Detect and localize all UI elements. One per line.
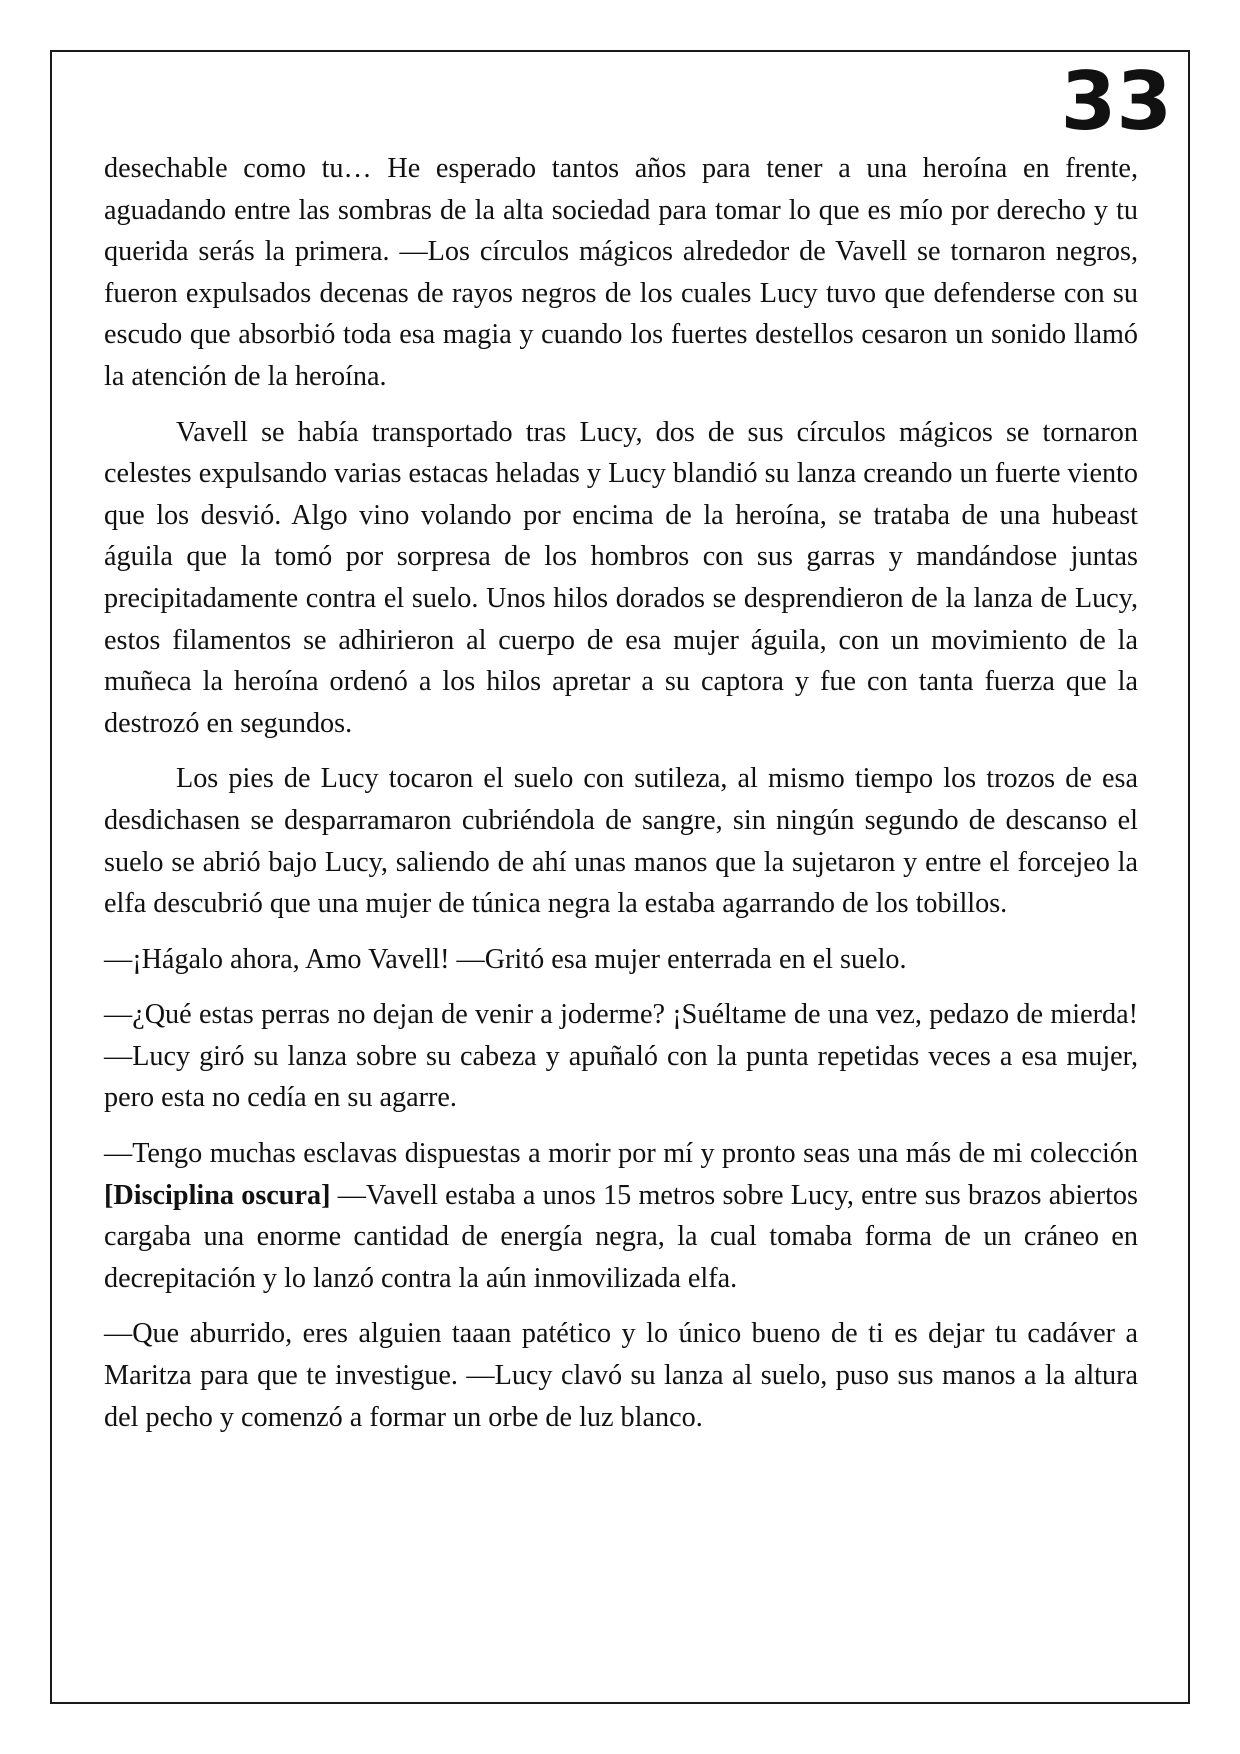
dialogue-paragraph bbox=[104, 1133, 1138, 1299]
page-number: 33 bbox=[1060, 55, 1172, 148]
dialogue-paragraph: —¿Qué estas perras no dejan de venir a joderme? ¡Suéltame de una vez, pedazo de mierda! —Lucy giró su lanza sobre su cabeza y apuñaló con la punta repetidas veces a esa mujer, pero esta no cedía en su agarre. bbox=[104, 999, 1138, 1114]
paragraph-text-after: —Vavell estaba a unos 15 metros sobre Lucy, entre sus brazos abiertos cargaba una enorme cantidad de energía negra, la cual tomaba forma de un cráneo en decrepitación y lo lanzó contra la aún inmovilizada elfa. bbox=[104, 1179, 1138, 1294]
paragraph: Los pies de Lucy tocaron el suelo con sutileza, al mismo tiempo los trozos de esa desdichasen se desparramaron cubriéndola de sangre, sin ningún segundo de descanso el suelo se abrió bajo Lucy, saliendo de ahí unas manos que la sujetaron y entre el forcejeo la elfa descubrió que una mujer de túnica negra la estaba agarrando de los tobillos. bbox=[104, 763, 1138, 920]
paragraph: desechable como tu… He esperado tantos años para tener a una heroína en frente, aguadando entre las sombras de la alta sociedad para tomar lo que es mío por derecho y tu querida serás la primera. —Los círculos mágicos alrededor de Vavell se tornaron negros, fueron expulsados decenas de rayos negros de los cuales Lucy tuvo que defenderse con su escudo que absorbió toda esa magia y cuando los fuertes destellos cesaron un sonido llamó la atención de la heroína. bbox=[104, 153, 1138, 392]
spell-name: [Disciplina oscura] bbox=[104, 1179, 331, 1211]
dialogue-paragraph: —Que aburrido, eres alguien taaan patético y lo único bueno de ti es dejar tu cadáver a Maritza para que te investigue. —Lucy clavó su lanza al suelo, puso sus manos a la altura del pecho y comenzó a formar un orbe de luz blanco. bbox=[104, 1318, 1138, 1433]
body-text bbox=[104, 148, 1138, 1452]
dialogue-paragraph: —¡Hágalo ahora, Amo Vavell! —Gritó esa mujer enterrada en el suelo. bbox=[104, 943, 907, 975]
paragraph: Vavell se había transportado tras Lucy, dos de sus círculos mágicos se tornaron celestes expulsando varias estacas heladas y Lucy blandió su lanza creando un fuerte viento que los desvió. Algo vino volando por encima de la heroína, se trataba de una hubeast águila que la tomó por sorpresa de los hombros con sus garras y mandándose juntas precipitadamente contra el suelo. Unos hilos dorados se desprendieron de la lanza de Lucy, estos filamentos se adhirieron al cuerpo de esa mujer águila, con un movimiento de la muñeca la heroína ordenó a los hilos apretar a su captora y fue con tanta fuerza que la destrozó en segundos. bbox=[104, 416, 1138, 739]
paragraph-text-before: —Tengo muchas esclavas dispuestas a morir por mí y pronto seas una más de mi colección bbox=[104, 1138, 1138, 1170]
